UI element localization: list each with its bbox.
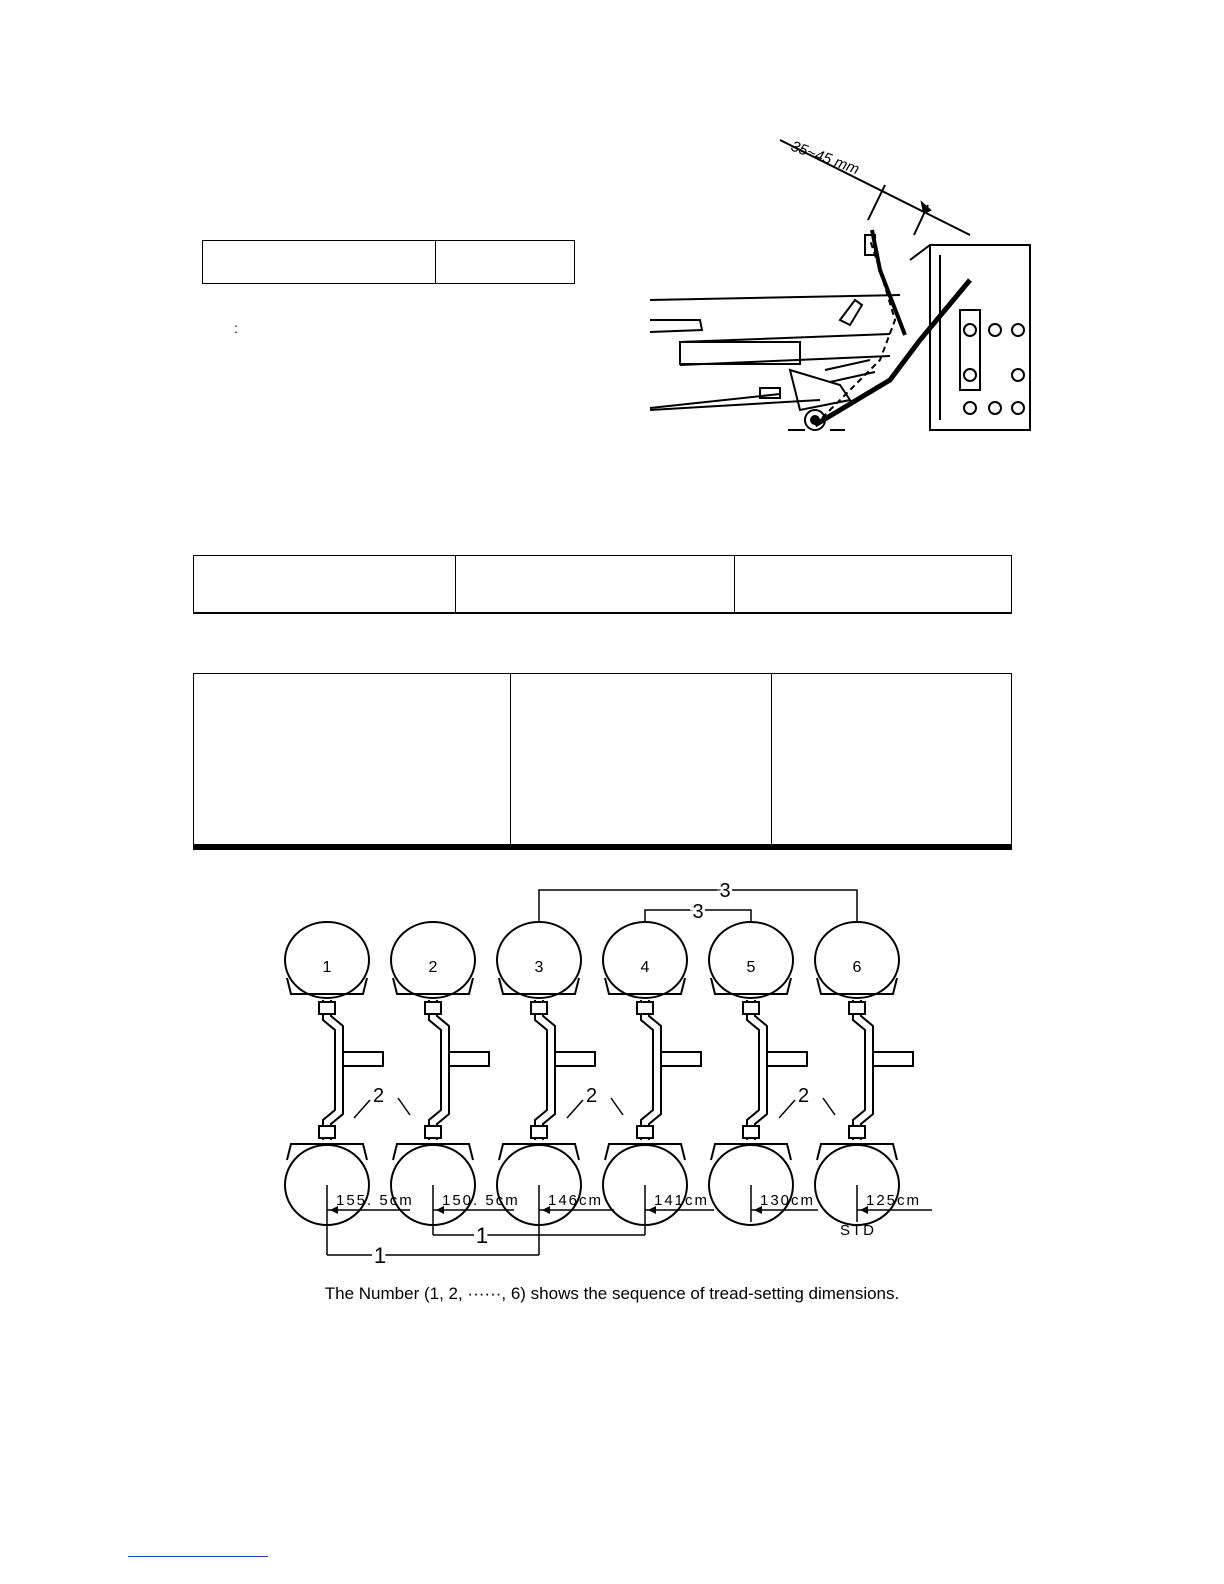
width-label: 146cm	[548, 1192, 604, 1209]
wheel-number: 1	[322, 959, 332, 976]
footnote-rule	[128, 1556, 268, 1557]
table-cell	[194, 849, 511, 850]
tread-setting-figure	[270, 870, 950, 1270]
table-cell	[511, 849, 1012, 850]
spec-table-lower	[193, 673, 1012, 850]
wheel-5	[709, 922, 810, 1225]
spec-cell	[203, 241, 436, 284]
table-cell	[735, 556, 1012, 613]
std-label: STD	[840, 1222, 876, 1239]
table-cell	[735, 613, 1012, 614]
table-cell	[194, 556, 456, 613]
colon-mark: :	[234, 320, 238, 336]
wheel-number: 2	[428, 959, 438, 976]
wheel-number: 6	[852, 959, 862, 976]
width-label: 155. 5cm	[336, 1192, 414, 1209]
wheel-1	[285, 922, 383, 1225]
spec-table-middle	[193, 555, 1012, 614]
width-label: 130cm	[760, 1192, 816, 1209]
width-label: 141cm	[654, 1192, 710, 1209]
table-cell	[511, 674, 772, 845]
wheel-6	[815, 922, 913, 1225]
wheel-4	[603, 922, 701, 1225]
table-cell	[772, 674, 1012, 845]
spec-cell	[436, 241, 575, 284]
step-label-2: 2	[373, 1085, 385, 1107]
step-label-1: 1	[373, 1243, 387, 1268]
wheel-number: 3	[534, 959, 544, 976]
wheel-2	[391, 922, 489, 1225]
table-cell	[194, 674, 511, 845]
clutch-pedal-figure	[640, 120, 1040, 440]
tread-caption: The Number (1, 2, ······, 6) shows the sequence of tread-setting dimensions.	[324, 1284, 900, 1303]
width-label: 125cm	[866, 1192, 922, 1209]
wheel-number: 5	[746, 959, 756, 976]
spec-table-top	[202, 240, 575, 284]
step-label-2: 2	[586, 1085, 598, 1107]
wheel-number: 4	[640, 959, 650, 976]
dimension-label: 35~45 mm	[788, 137, 862, 179]
table-cell	[456, 556, 735, 613]
step-label-1: 1	[475, 1223, 489, 1248]
wheel-3	[497, 922, 598, 1225]
step-label-3: 3	[692, 901, 704, 923]
step-label-3: 3	[719, 880, 731, 902]
step-label-2: 2	[798, 1085, 810, 1107]
table-cell	[194, 613, 456, 614]
table-cell	[456, 613, 735, 614]
width-label: 150. 5cm	[442, 1192, 520, 1209]
